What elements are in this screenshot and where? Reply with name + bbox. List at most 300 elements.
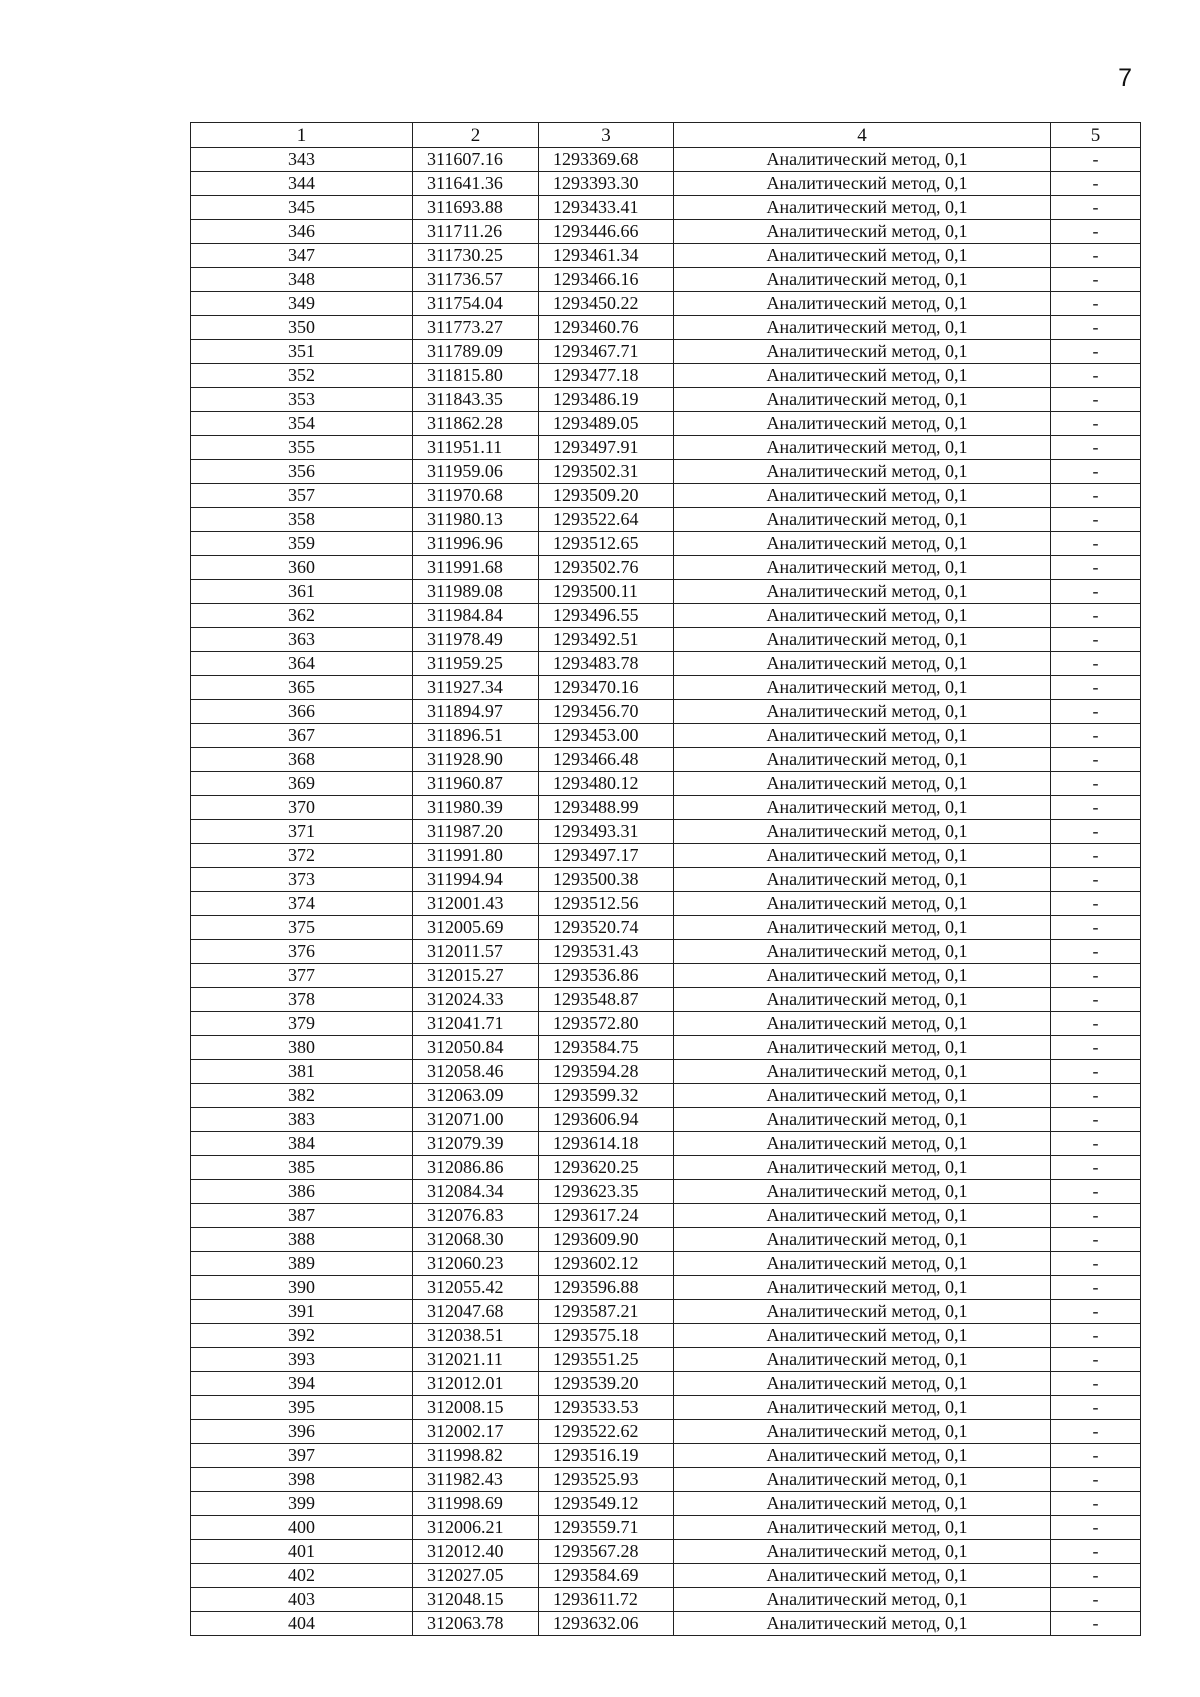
y-coordinate-cell: 1293488.99 xyxy=(539,796,674,820)
method-cell: Аналитический метод, 0,1 xyxy=(674,1228,1051,1252)
y-coordinate-cell: 1293500.11 xyxy=(539,580,674,604)
y-coordinate-cell: 1293596.88 xyxy=(539,1276,674,1300)
point-number-cell: 366 xyxy=(191,700,413,724)
y-coordinate-cell: 1293477.18 xyxy=(539,364,674,388)
method-cell: Аналитический метод, 0,1 xyxy=(674,964,1051,988)
table-row xyxy=(191,148,1141,172)
table-row xyxy=(191,1156,1141,1180)
x-coordinate-cell: 312084.34 xyxy=(413,1180,539,1204)
x-coordinate-cell: 311982.43 xyxy=(413,1468,539,1492)
point-number-cell: 390 xyxy=(191,1276,413,1300)
y-coordinate-cell: 1293497.91 xyxy=(539,436,674,460)
method-cell: Аналитический метод, 0,1 xyxy=(674,820,1051,844)
y-coordinate-cell: 1293450.22 xyxy=(539,292,674,316)
x-coordinate-cell: 311978.49 xyxy=(413,628,539,652)
point-number-cell: 387 xyxy=(191,1204,413,1228)
x-coordinate-cell: 312027.05 xyxy=(413,1564,539,1588)
table-row xyxy=(191,1204,1141,1228)
method-cell: Аналитический метод, 0,1 xyxy=(674,244,1051,268)
table-row xyxy=(191,1348,1141,1372)
note-cell: - xyxy=(1051,724,1141,748)
point-number-cell: 359 xyxy=(191,532,413,556)
note-cell: - xyxy=(1051,316,1141,340)
y-coordinate-cell: 1293489.05 xyxy=(539,412,674,436)
note-cell: - xyxy=(1051,868,1141,892)
method-cell: Аналитический метод, 0,1 xyxy=(674,148,1051,172)
point-number-cell: 356 xyxy=(191,460,413,484)
page-number: 7 xyxy=(1118,64,1132,92)
point-number-cell: 346 xyxy=(191,220,413,244)
method-cell: Аналитический метод, 0,1 xyxy=(674,1444,1051,1468)
x-coordinate-cell: 312063.78 xyxy=(413,1612,539,1636)
note-cell: - xyxy=(1051,1492,1141,1516)
table-row xyxy=(191,532,1141,556)
note-cell: - xyxy=(1051,700,1141,724)
table-row xyxy=(191,1300,1141,1324)
note-cell: - xyxy=(1051,1468,1141,1492)
x-coordinate-cell: 311773.27 xyxy=(413,316,539,340)
x-coordinate-cell: 311980.39 xyxy=(413,796,539,820)
method-cell: Аналитический метод, 0,1 xyxy=(674,436,1051,460)
note-cell: - xyxy=(1051,1564,1141,1588)
y-coordinate-cell: 1293433.41 xyxy=(539,196,674,220)
table-row xyxy=(191,604,1141,628)
table-row xyxy=(191,1468,1141,1492)
point-number-cell: 378 xyxy=(191,988,413,1012)
point-number-cell: 389 xyxy=(191,1252,413,1276)
point-number-cell: 383 xyxy=(191,1108,413,1132)
table-row xyxy=(191,1492,1141,1516)
y-coordinate-cell: 1293533.53 xyxy=(539,1396,674,1420)
method-cell: Аналитический метод, 0,1 xyxy=(674,940,1051,964)
point-number-cell: 358 xyxy=(191,508,413,532)
method-cell: Аналитический метод, 0,1 xyxy=(674,868,1051,892)
x-coordinate-cell: 312058.46 xyxy=(413,1060,539,1084)
method-cell: Аналитический метод, 0,1 xyxy=(674,1396,1051,1420)
note-cell: - xyxy=(1051,1420,1141,1444)
x-coordinate-cell: 311928.90 xyxy=(413,748,539,772)
coordinates-table xyxy=(190,122,1141,1636)
table-row xyxy=(191,820,1141,844)
method-cell: Аналитический метод, 0,1 xyxy=(674,580,1051,604)
point-number-cell: 350 xyxy=(191,316,413,340)
method-cell: Аналитический метод, 0,1 xyxy=(674,172,1051,196)
method-cell: Аналитический метод, 0,1 xyxy=(674,844,1051,868)
point-number-cell: 401 xyxy=(191,1540,413,1564)
note-cell: - xyxy=(1051,964,1141,988)
y-coordinate-cell: 1293572.80 xyxy=(539,1012,674,1036)
point-number-cell: 399 xyxy=(191,1492,413,1516)
point-number-cell: 377 xyxy=(191,964,413,988)
y-coordinate-cell: 1293602.12 xyxy=(539,1252,674,1276)
x-coordinate-cell: 312038.51 xyxy=(413,1324,539,1348)
method-cell: Аналитический метод, 0,1 xyxy=(674,748,1051,772)
point-number-cell: 347 xyxy=(191,244,413,268)
note-cell: - xyxy=(1051,556,1141,580)
x-coordinate-cell: 311960.87 xyxy=(413,772,539,796)
method-cell: Аналитический метод, 0,1 xyxy=(674,1516,1051,1540)
header-col-5: 5 xyxy=(1051,123,1141,148)
note-cell: - xyxy=(1051,1396,1141,1420)
table-row xyxy=(191,1324,1141,1348)
method-cell: Аналитический метод, 0,1 xyxy=(674,1108,1051,1132)
method-cell: Аналитический метод, 0,1 xyxy=(674,340,1051,364)
method-cell: Аналитический метод, 0,1 xyxy=(674,700,1051,724)
x-coordinate-cell: 311996.96 xyxy=(413,532,539,556)
point-number-cell: 368 xyxy=(191,748,413,772)
x-coordinate-cell: 312086.86 xyxy=(413,1156,539,1180)
method-cell: Аналитический метод, 0,1 xyxy=(674,1276,1051,1300)
y-coordinate-cell: 1293516.19 xyxy=(539,1444,674,1468)
x-coordinate-cell: 312002.17 xyxy=(413,1420,539,1444)
note-cell: - xyxy=(1051,1276,1141,1300)
table-row xyxy=(191,964,1141,988)
table-row xyxy=(191,844,1141,868)
method-cell: Аналитический метод, 0,1 xyxy=(674,556,1051,580)
table-row xyxy=(191,388,1141,412)
method-cell: Аналитический метод, 0,1 xyxy=(674,1372,1051,1396)
note-cell: - xyxy=(1051,436,1141,460)
point-number-cell: 345 xyxy=(191,196,413,220)
x-coordinate-cell: 311998.69 xyxy=(413,1492,539,1516)
point-number-cell: 392 xyxy=(191,1324,413,1348)
y-coordinate-cell: 1293467.71 xyxy=(539,340,674,364)
y-coordinate-cell: 1293369.68 xyxy=(539,148,674,172)
note-cell: - xyxy=(1051,628,1141,652)
x-coordinate-cell: 311862.28 xyxy=(413,412,539,436)
table-row xyxy=(191,1540,1141,1564)
y-coordinate-cell: 1293632.06 xyxy=(539,1612,674,1636)
x-coordinate-cell: 311927.34 xyxy=(413,676,539,700)
method-cell: Аналитический метод, 0,1 xyxy=(674,1540,1051,1564)
method-cell: Аналитический метод, 0,1 xyxy=(674,508,1051,532)
method-cell: Аналитический метод, 0,1 xyxy=(674,1036,1051,1060)
table-header xyxy=(191,123,1141,148)
y-coordinate-cell: 1293502.31 xyxy=(539,460,674,484)
table-row xyxy=(191,244,1141,268)
y-coordinate-cell: 1293493.31 xyxy=(539,820,674,844)
table-row xyxy=(191,676,1141,700)
table-row xyxy=(191,484,1141,508)
table-row xyxy=(191,772,1141,796)
table-row xyxy=(191,1060,1141,1084)
note-cell: - xyxy=(1051,532,1141,556)
x-coordinate-cell: 312048.15 xyxy=(413,1588,539,1612)
table-row xyxy=(191,916,1141,940)
point-number-cell: 384 xyxy=(191,1132,413,1156)
x-coordinate-cell: 312079.39 xyxy=(413,1132,539,1156)
table-row xyxy=(191,220,1141,244)
method-cell: Аналитический метод, 0,1 xyxy=(674,532,1051,556)
table-row xyxy=(191,1012,1141,1036)
method-cell: Аналитический метод, 0,1 xyxy=(674,412,1051,436)
note-cell: - xyxy=(1051,676,1141,700)
note-cell: - xyxy=(1051,1540,1141,1564)
x-coordinate-cell: 311951.11 xyxy=(413,436,539,460)
y-coordinate-cell: 1293502.76 xyxy=(539,556,674,580)
note-cell: - xyxy=(1051,652,1141,676)
x-coordinate-cell: 312008.15 xyxy=(413,1396,539,1420)
note-cell: - xyxy=(1051,268,1141,292)
method-cell: Аналитический метод, 0,1 xyxy=(674,1420,1051,1444)
y-coordinate-cell: 1293496.55 xyxy=(539,604,674,628)
method-cell: Аналитический метод, 0,1 xyxy=(674,196,1051,220)
y-coordinate-cell: 1293446.66 xyxy=(539,220,674,244)
x-coordinate-cell: 311607.16 xyxy=(413,148,539,172)
point-number-cell: 400 xyxy=(191,1516,413,1540)
y-coordinate-cell: 1293460.76 xyxy=(539,316,674,340)
table-row xyxy=(191,1228,1141,1252)
y-coordinate-cell: 1293470.16 xyxy=(539,676,674,700)
method-cell: Аналитический метод, 0,1 xyxy=(674,460,1051,484)
y-coordinate-cell: 1293453.00 xyxy=(539,724,674,748)
x-coordinate-cell: 312011.57 xyxy=(413,940,539,964)
table-row xyxy=(191,796,1141,820)
method-cell: Аналитический метод, 0,1 xyxy=(674,1180,1051,1204)
method-cell: Аналитический метод, 0,1 xyxy=(674,1156,1051,1180)
method-cell: Аналитический метод, 0,1 xyxy=(674,772,1051,796)
note-cell: - xyxy=(1051,1300,1141,1324)
table-row xyxy=(191,340,1141,364)
note-cell: - xyxy=(1051,1516,1141,1540)
note-cell: - xyxy=(1051,772,1141,796)
table-row xyxy=(191,700,1141,724)
note-cell: - xyxy=(1051,988,1141,1012)
table-row xyxy=(191,628,1141,652)
note-cell: - xyxy=(1051,1084,1141,1108)
point-number-cell: 376 xyxy=(191,940,413,964)
x-coordinate-cell: 311736.57 xyxy=(413,268,539,292)
table-row xyxy=(191,196,1141,220)
y-coordinate-cell: 1293548.87 xyxy=(539,988,674,1012)
table-row xyxy=(191,580,1141,604)
method-cell: Аналитический метод, 0,1 xyxy=(674,724,1051,748)
point-number-cell: 348 xyxy=(191,268,413,292)
x-coordinate-cell: 311987.20 xyxy=(413,820,539,844)
x-coordinate-cell: 311754.04 xyxy=(413,292,539,316)
note-cell: - xyxy=(1051,1588,1141,1612)
point-number-cell: 362 xyxy=(191,604,413,628)
method-cell: Аналитический метод, 0,1 xyxy=(674,916,1051,940)
method-cell: Аналитический метод, 0,1 xyxy=(674,1468,1051,1492)
table-row xyxy=(191,316,1141,340)
x-coordinate-cell: 311984.84 xyxy=(413,604,539,628)
point-number-cell: 379 xyxy=(191,1012,413,1036)
header-col-1: 1 xyxy=(191,123,413,148)
y-coordinate-cell: 1293512.65 xyxy=(539,532,674,556)
y-coordinate-cell: 1293525.93 xyxy=(539,1468,674,1492)
note-cell: - xyxy=(1051,604,1141,628)
x-coordinate-cell: 312024.33 xyxy=(413,988,539,1012)
x-coordinate-cell: 311970.68 xyxy=(413,484,539,508)
note-cell: - xyxy=(1051,1204,1141,1228)
x-coordinate-cell: 312047.68 xyxy=(413,1300,539,1324)
note-cell: - xyxy=(1051,580,1141,604)
note-cell: - xyxy=(1051,1444,1141,1468)
point-number-cell: 351 xyxy=(191,340,413,364)
table-row xyxy=(191,1564,1141,1588)
table-row xyxy=(191,892,1141,916)
y-coordinate-cell: 1293480.12 xyxy=(539,772,674,796)
coordinates-table-container xyxy=(190,122,1140,1636)
header-col-2: 2 xyxy=(413,123,539,148)
table-row xyxy=(191,652,1141,676)
x-coordinate-cell: 311959.25 xyxy=(413,652,539,676)
note-cell: - xyxy=(1051,1132,1141,1156)
method-cell: Аналитический метод, 0,1 xyxy=(674,268,1051,292)
point-number-cell: 370 xyxy=(191,796,413,820)
table-row xyxy=(191,436,1141,460)
method-cell: Аналитический метод, 0,1 xyxy=(674,1060,1051,1084)
y-coordinate-cell: 1293539.20 xyxy=(539,1372,674,1396)
method-cell: Аналитический метод, 0,1 xyxy=(674,628,1051,652)
x-coordinate-cell: 312015.27 xyxy=(413,964,539,988)
y-coordinate-cell: 1293549.12 xyxy=(539,1492,674,1516)
header-col-4: 4 xyxy=(674,123,1051,148)
table-row xyxy=(191,988,1141,1012)
point-number-cell: 353 xyxy=(191,388,413,412)
note-cell: - xyxy=(1051,1012,1141,1036)
point-number-cell: 380 xyxy=(191,1036,413,1060)
method-cell: Аналитический метод, 0,1 xyxy=(674,388,1051,412)
note-cell: - xyxy=(1051,172,1141,196)
method-cell: Аналитический метод, 0,1 xyxy=(674,1564,1051,1588)
point-number-cell: 371 xyxy=(191,820,413,844)
table-row xyxy=(191,1276,1141,1300)
point-number-cell: 374 xyxy=(191,892,413,916)
point-number-cell: 361 xyxy=(191,580,413,604)
x-coordinate-cell: 311789.09 xyxy=(413,340,539,364)
x-coordinate-cell: 312021.11 xyxy=(413,1348,539,1372)
method-cell: Аналитический метод, 0,1 xyxy=(674,1012,1051,1036)
point-number-cell: 381 xyxy=(191,1060,413,1084)
y-coordinate-cell: 1293623.35 xyxy=(539,1180,674,1204)
table-row xyxy=(191,1084,1141,1108)
note-cell: - xyxy=(1051,1036,1141,1060)
table-row xyxy=(191,868,1141,892)
method-cell: Аналитический метод, 0,1 xyxy=(674,1132,1051,1156)
table-row xyxy=(191,1108,1141,1132)
y-coordinate-cell: 1293584.69 xyxy=(539,1564,674,1588)
note-cell: - xyxy=(1051,892,1141,916)
point-number-cell: 396 xyxy=(191,1420,413,1444)
y-coordinate-cell: 1293551.25 xyxy=(539,1348,674,1372)
y-coordinate-cell: 1293456.70 xyxy=(539,700,674,724)
point-number-cell: 395 xyxy=(191,1396,413,1420)
x-coordinate-cell: 312071.00 xyxy=(413,1108,539,1132)
point-number-cell: 397 xyxy=(191,1444,413,1468)
method-cell: Аналитический метод, 0,1 xyxy=(674,604,1051,628)
point-number-cell: 343 xyxy=(191,148,413,172)
x-coordinate-cell: 312068.30 xyxy=(413,1228,539,1252)
table-row xyxy=(191,364,1141,388)
note-cell: - xyxy=(1051,292,1141,316)
y-coordinate-cell: 1293393.30 xyxy=(539,172,674,196)
method-cell: Аналитический метод, 0,1 xyxy=(674,1588,1051,1612)
table-row xyxy=(191,1396,1141,1420)
method-cell: Аналитический метод, 0,1 xyxy=(674,1348,1051,1372)
note-cell: - xyxy=(1051,1228,1141,1252)
point-number-cell: 404 xyxy=(191,1612,413,1636)
method-cell: Аналитический метод, 0,1 xyxy=(674,1492,1051,1516)
x-coordinate-cell: 311843.35 xyxy=(413,388,539,412)
x-coordinate-cell: 312050.84 xyxy=(413,1036,539,1060)
y-coordinate-cell: 1293567.28 xyxy=(539,1540,674,1564)
point-number-cell: 391 xyxy=(191,1300,413,1324)
x-coordinate-cell: 312055.42 xyxy=(413,1276,539,1300)
x-coordinate-cell: 312012.40 xyxy=(413,1540,539,1564)
method-cell: Аналитический метод, 0,1 xyxy=(674,292,1051,316)
point-number-cell: 382 xyxy=(191,1084,413,1108)
y-coordinate-cell: 1293536.86 xyxy=(539,964,674,988)
y-coordinate-cell: 1293461.34 xyxy=(539,244,674,268)
point-number-cell: 388 xyxy=(191,1228,413,1252)
point-number-cell: 402 xyxy=(191,1564,413,1588)
y-coordinate-cell: 1293614.18 xyxy=(539,1132,674,1156)
point-number-cell: 393 xyxy=(191,1348,413,1372)
method-cell: Аналитический метод, 0,1 xyxy=(674,1300,1051,1324)
table-row xyxy=(191,724,1141,748)
method-cell: Аналитический метод, 0,1 xyxy=(674,892,1051,916)
point-number-cell: 363 xyxy=(191,628,413,652)
y-coordinate-cell: 1293500.38 xyxy=(539,868,674,892)
x-coordinate-cell: 311980.13 xyxy=(413,508,539,532)
note-cell: - xyxy=(1051,748,1141,772)
y-coordinate-cell: 1293486.19 xyxy=(539,388,674,412)
y-coordinate-cell: 1293606.94 xyxy=(539,1108,674,1132)
method-cell: Аналитический метод, 0,1 xyxy=(674,1252,1051,1276)
note-cell: - xyxy=(1051,460,1141,484)
point-number-cell: 385 xyxy=(191,1156,413,1180)
y-coordinate-cell: 1293492.51 xyxy=(539,628,674,652)
table-row xyxy=(191,268,1141,292)
point-number-cell: 354 xyxy=(191,412,413,436)
method-cell: Аналитический метод, 0,1 xyxy=(674,1204,1051,1228)
point-number-cell: 394 xyxy=(191,1372,413,1396)
method-cell: Аналитический метод, 0,1 xyxy=(674,364,1051,388)
table-row xyxy=(191,1132,1141,1156)
table-row xyxy=(191,1372,1141,1396)
method-cell: Аналитический метод, 0,1 xyxy=(674,676,1051,700)
note-cell: - xyxy=(1051,940,1141,964)
x-coordinate-cell: 311815.80 xyxy=(413,364,539,388)
note-cell: - xyxy=(1051,796,1141,820)
note-cell: - xyxy=(1051,1252,1141,1276)
point-number-cell: 372 xyxy=(191,844,413,868)
point-number-cell: 369 xyxy=(191,772,413,796)
point-number-cell: 364 xyxy=(191,652,413,676)
x-coordinate-cell: 312060.23 xyxy=(413,1252,539,1276)
y-coordinate-cell: 1293466.48 xyxy=(539,748,674,772)
x-coordinate-cell: 311991.80 xyxy=(413,844,539,868)
point-number-cell: 357 xyxy=(191,484,413,508)
x-coordinate-cell: 312005.69 xyxy=(413,916,539,940)
x-coordinate-cell: 311998.82 xyxy=(413,1444,539,1468)
table-row xyxy=(191,1612,1141,1636)
note-cell: - xyxy=(1051,1180,1141,1204)
x-coordinate-cell: 311959.06 xyxy=(413,460,539,484)
note-cell: - xyxy=(1051,1156,1141,1180)
y-coordinate-cell: 1293483.78 xyxy=(539,652,674,676)
note-cell: - xyxy=(1051,1324,1141,1348)
note-cell: - xyxy=(1051,340,1141,364)
note-cell: - xyxy=(1051,364,1141,388)
method-cell: Аналитический метод, 0,1 xyxy=(674,1084,1051,1108)
table-row xyxy=(191,1420,1141,1444)
point-number-cell: 365 xyxy=(191,676,413,700)
header-row xyxy=(191,123,1141,148)
note-cell: - xyxy=(1051,1348,1141,1372)
